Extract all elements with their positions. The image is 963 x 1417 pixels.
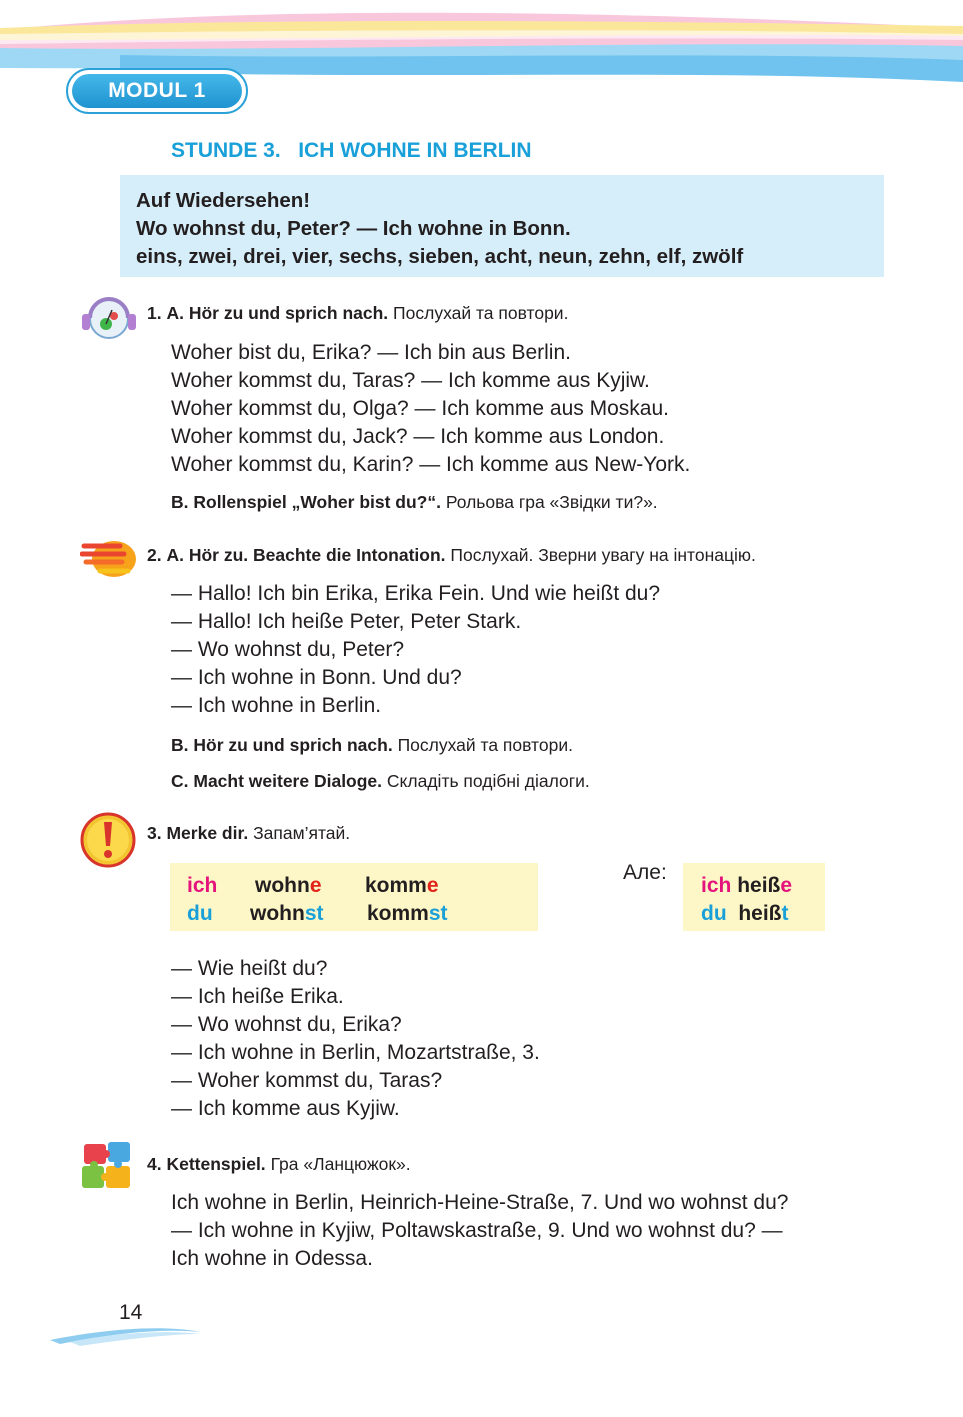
exercise-2-title: 2. A. Hör zu. Beachte die Intonation. Послухай. Зверни увагу на інтонацію. bbox=[147, 545, 756, 565]
sentence: Woher kommst du, Taras? — Ich komme aus Kyjiw. bbox=[171, 369, 650, 392]
exercise-2-dialogue bbox=[171, 580, 660, 720]
dialogue-line: — Wo wohnst du, Erika? bbox=[171, 1013, 402, 1036]
chain-line: Ich wohne in Berlin, Heinrich-Heine-Straße, 7. Und wo wohnst du? bbox=[171, 1191, 789, 1214]
exercise-3-title: 3. Merke dir. Запам’ятай. bbox=[147, 823, 351, 843]
puzzle-icon bbox=[80, 1140, 138, 1192]
but-label: Але: bbox=[623, 861, 667, 884]
chain-line: — Ich wohne in Kyjiw, Poltawskastraße, 9. Und wo wohnst du? — bbox=[171, 1219, 783, 1242]
dialogue-line: — Wie heißt du? bbox=[171, 957, 328, 980]
dialogue-line: — Wo wohnst du, Peter? bbox=[171, 638, 405, 661]
exception-row-du: du heißt bbox=[701, 902, 789, 925]
exercise-1-title: 1. A. Hör zu und sprich nach. Послухай та повтори. bbox=[147, 303, 569, 323]
exercise-3-dialogue bbox=[171, 955, 540, 1123]
exercise-4-title: 4. Kettenspiel. Гра «Ланцюжок». bbox=[147, 1154, 411, 1174]
exercise-2b: B. Hör zu und sprich nach. Послухай та повтори. bbox=[171, 735, 573, 755]
conjugation-table bbox=[170, 863, 538, 931]
vocab-line: eins, zwei, drei, vier, sechs, sieben, acht, neun, zehn, elf, zwölf bbox=[136, 245, 744, 268]
lesson-title: STUNDE 3. ICH WOHNE IN BERLIN bbox=[171, 139, 532, 162]
sentence: Woher kommst du, Karin? — Ich komme aus New-York. bbox=[171, 453, 691, 476]
vocab-line: Wo wohnst du, Peter? — Ich wohne in Bonn. bbox=[136, 217, 571, 240]
sentence: Woher kommst du, Olga? — Ich komme aus Moskau. bbox=[171, 397, 669, 420]
conjugation-row-du: du wohnst kommst bbox=[187, 902, 448, 925]
dialogue-line: — Ich heiße Erika. bbox=[171, 985, 344, 1008]
exception-table bbox=[683, 863, 825, 931]
exercise-1-sentences bbox=[171, 339, 690, 479]
speaking-mouth-icon bbox=[80, 538, 140, 580]
headphones-icon bbox=[78, 294, 140, 344]
exercise-2c: C. Macht weitere Dialoge. Складіть подібні діалоги. bbox=[171, 771, 590, 791]
module-badge bbox=[66, 68, 248, 114]
dialogue-line: — Hallo! Ich bin Erika, Erika Fein. Und wie heißt du? bbox=[171, 582, 661, 605]
vocabulary-box bbox=[120, 175, 884, 277]
vocab-line: Auf Wiedersehen! bbox=[136, 189, 311, 212]
exercise-1b: B. Rollenspiel „Woher bist du?“. Рольова гра «Звідки ти?». bbox=[171, 492, 658, 512]
chain-line: Ich wohne in Odessa. bbox=[171, 1247, 373, 1270]
exclamation-icon bbox=[80, 812, 136, 868]
dialogue-line: — Woher kommst du, Taras? bbox=[171, 1069, 443, 1092]
dialogue-line: — Ich wohne in Berlin, Mozartstraße, 3. bbox=[171, 1041, 540, 1064]
dialogue-line: — Ich wohne in Bonn. Und du? bbox=[171, 666, 462, 689]
exercise-4-text bbox=[171, 1189, 788, 1273]
footer-wave-decoration bbox=[50, 1322, 210, 1346]
dialogue-line: — Ich komme aus Kyjiw. bbox=[171, 1097, 400, 1120]
exception-row-ich: ich heiße bbox=[701, 874, 793, 897]
page-number: 14 bbox=[119, 1301, 143, 1324]
sentence: Woher kommst du, Jack? — Ich komme aus London. bbox=[171, 425, 665, 448]
conjugation-row-ich: ich wohne komme bbox=[187, 874, 439, 897]
dialogue-line: — Ich wohne in Berlin. bbox=[171, 694, 382, 717]
module-badge-label: MODUL 1 bbox=[72, 74, 242, 108]
sentence: Woher bist du, Erika? — Ich bin aus Berlin. bbox=[171, 341, 571, 364]
dialogue-line: — Hallo! Ich heiße Peter, Peter Stark. bbox=[171, 610, 522, 633]
